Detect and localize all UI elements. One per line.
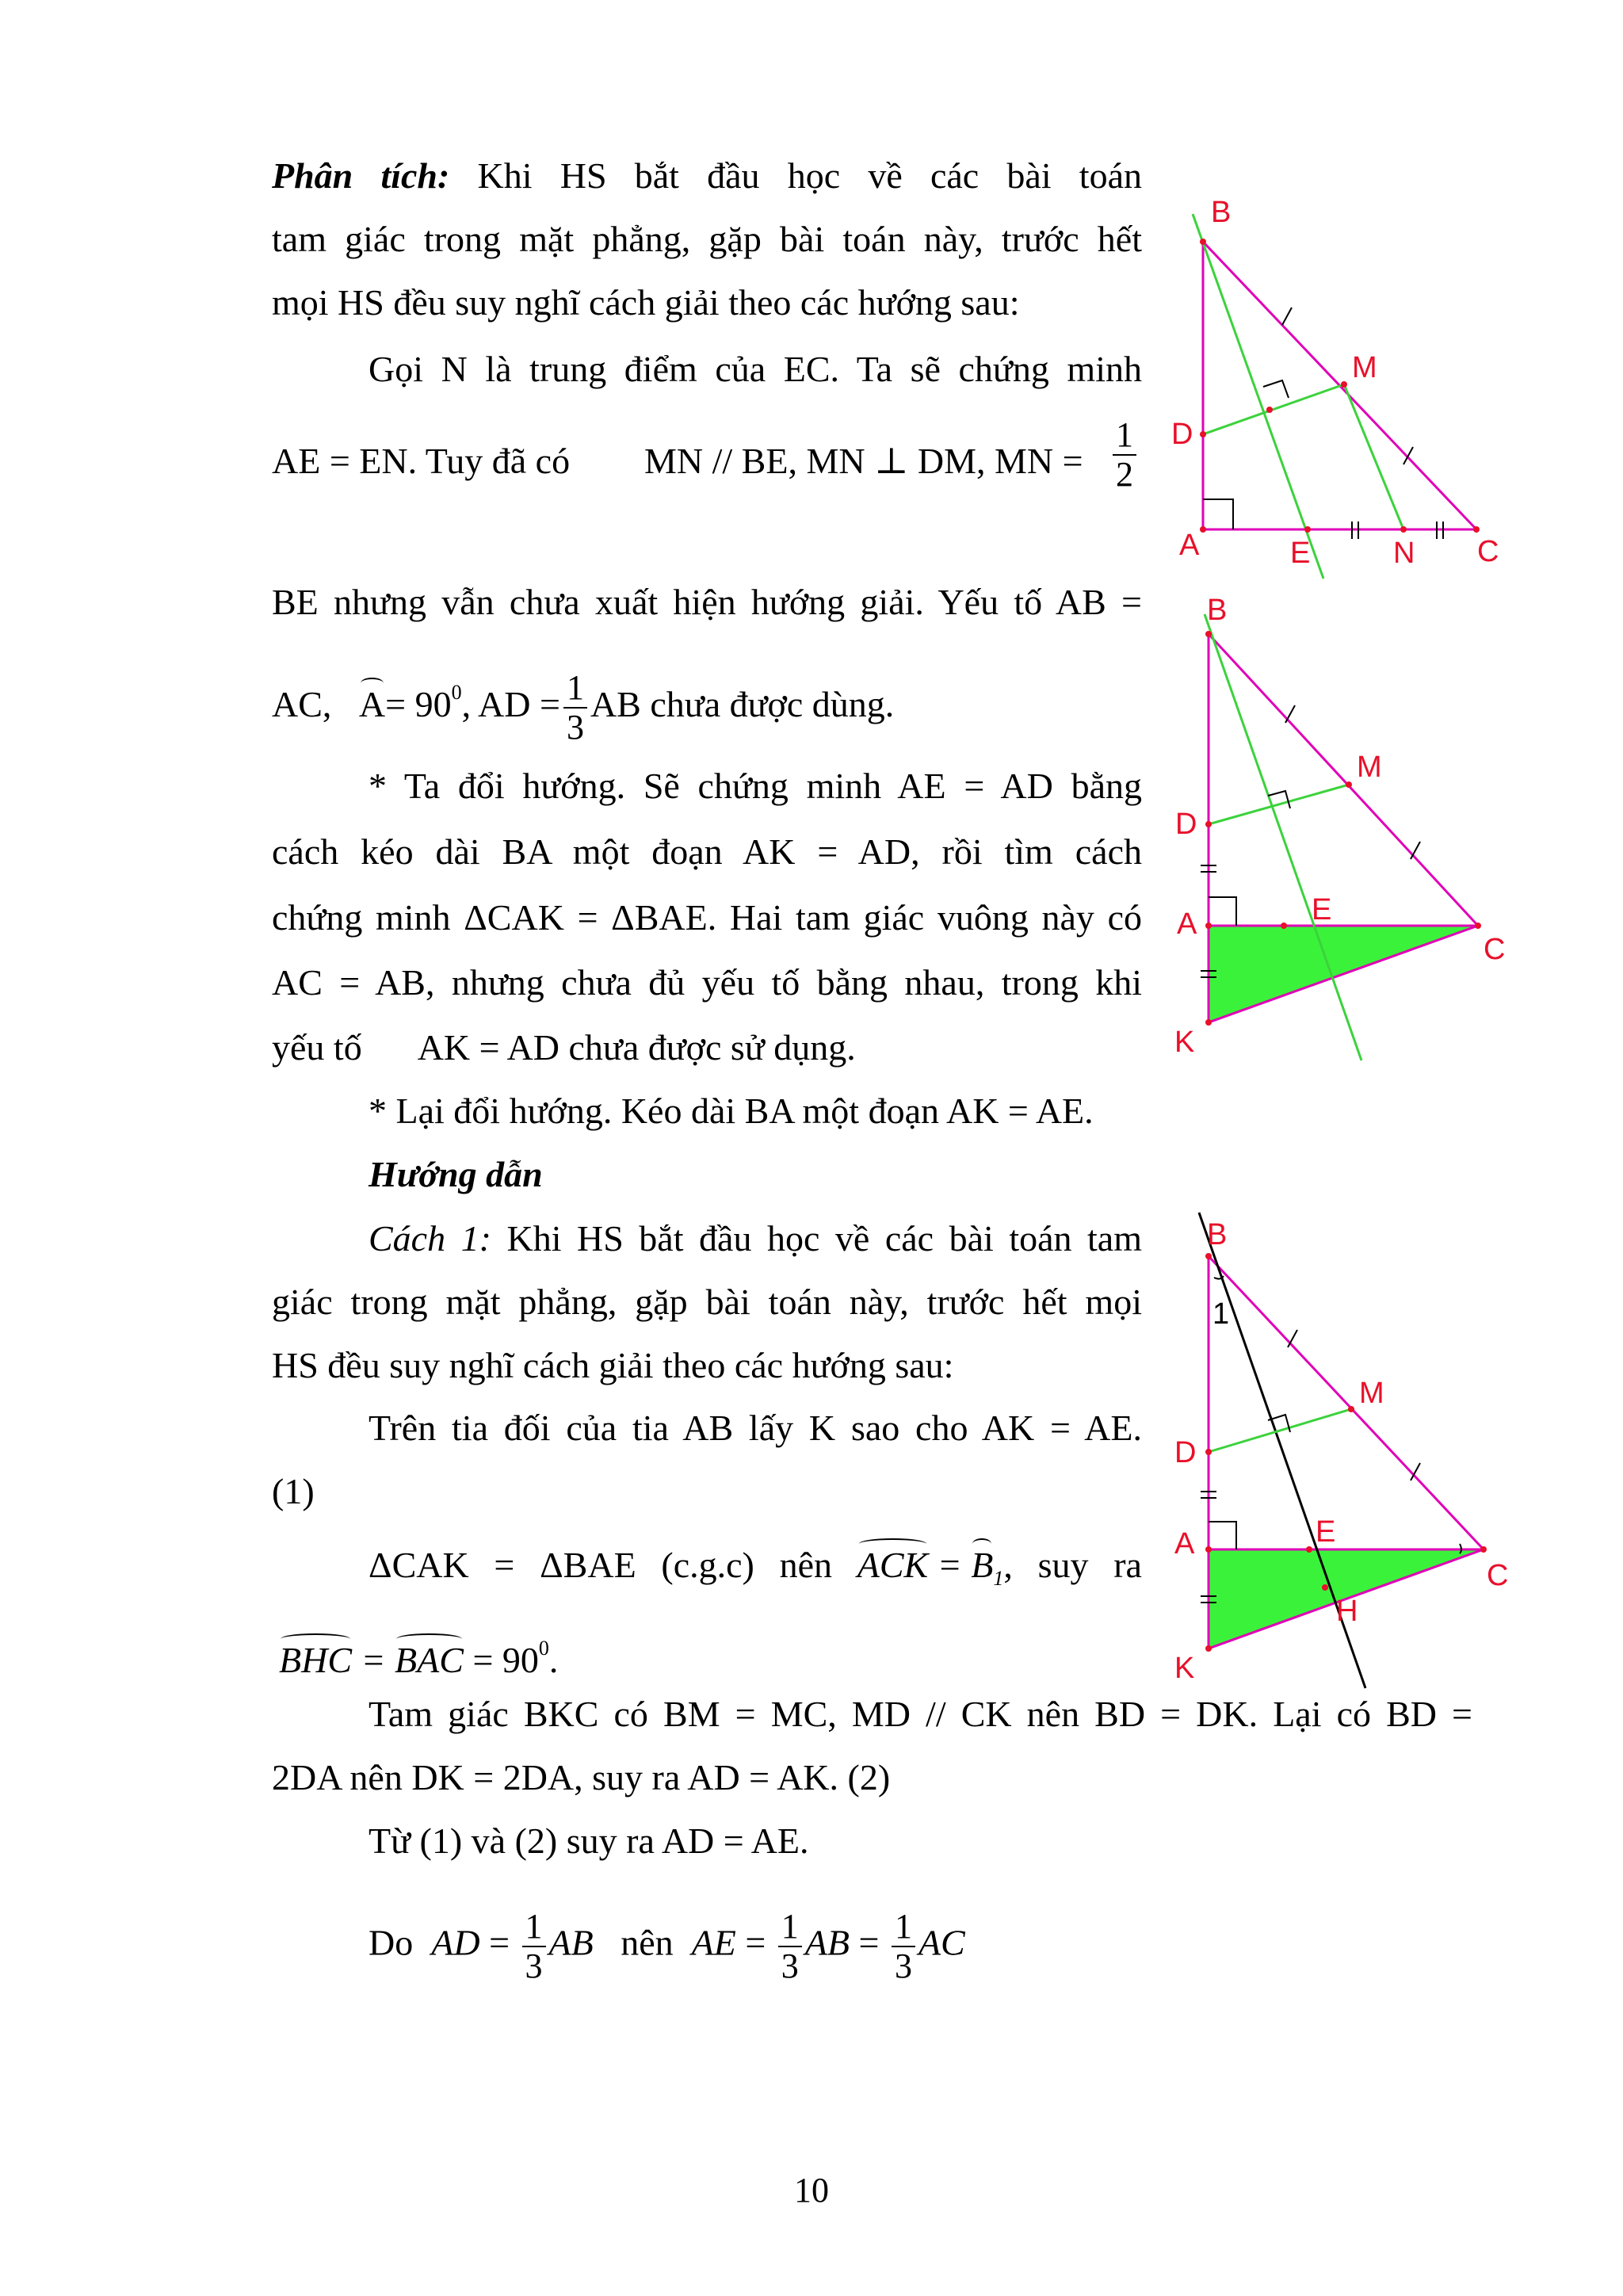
line-be: [1193, 214, 1323, 579]
text-nen: nên: [621, 1922, 674, 1963]
label-a: A: [1174, 1527, 1195, 1561]
label-b: B: [1207, 594, 1228, 627]
label-e: E: [1312, 893, 1332, 926]
heading-huong-dan: Hướng dẫn: [369, 1154, 543, 1194]
label-a: A: [1179, 529, 1200, 562]
segment-bc: [1209, 634, 1478, 926]
para-change1-line4: AC = AB, nhưng chưa đủ yếu tố bằng nhau, trong khi: [272, 962, 1142, 1003]
para-bkc-line2: 2DA nên DK = 2DA, suy ra AD = AK. (2): [272, 1757, 891, 1797]
para-be-line2: [272, 669, 894, 747]
para-method1-line2: giác trong mặt phẳng, gặp bài toán này, trước hết mọi: [272, 1282, 1142, 1322]
label-m: M: [1359, 1377, 1384, 1410]
label-e: E: [1290, 537, 1311, 570]
fraction-one-third: [522, 1908, 546, 1985]
analysis-text-1: Khi HS bắt đầu học về các bài toán: [477, 155, 1142, 196]
right-angle-marker: [1263, 380, 1289, 398]
label-d: D: [1175, 808, 1197, 841]
label-k: K: [1174, 1026, 1195, 1059]
text-ab-unused: AB chưa được dùng.: [590, 684, 895, 724]
fraction-denominator: 3: [781, 1946, 799, 1985]
text-ad: AD: [431, 1922, 480, 1963]
fraction-one-third: [778, 1908, 802, 1985]
text-suy: suy: [1037, 1545, 1089, 1585]
right-angle-a: [1209, 1522, 1236, 1549]
para-midpoint-line1: Gọi N là trung điểm của EC. Ta sẽ chứng minh: [369, 349, 1142, 389]
text-eq: =: [489, 1922, 510, 1963]
text-eq: =: [858, 1922, 880, 1963]
text-period: .: [548, 1640, 559, 1680]
analysis-label: Phân tích:: [272, 155, 450, 196]
figure-3-triangle-altitude: [1141, 1205, 1522, 1696]
label-n: N: [1393, 537, 1415, 570]
para-final: [369, 1908, 965, 1985]
segment-dm: [1209, 785, 1349, 824]
label-b: B: [1207, 1218, 1228, 1251]
para-ray-line1: Trên tia đối của tia AB lấy K sao cho AK = AE.: [369, 1408, 1142, 1448]
angle-bhc: BHC: [279, 1637, 352, 1684]
para-conclusion: Từ (1) và (2) suy ra AD = AE.: [369, 1820, 809, 1861]
segment-bc: [1209, 1256, 1484, 1549]
label-m: M: [1352, 351, 1377, 384]
fraction-denominator: 3: [894, 1946, 912, 1985]
angle-ack: ACK: [857, 1541, 928, 1589]
text-ak-ad: AK = AD chưa được sử dụng.: [417, 1027, 856, 1068]
text-nen: nên: [779, 1545, 833, 1585]
para-change1-line2: cách kéo dài BA một đoạn AK = AD, rồi tìm cách: [272, 831, 1142, 872]
fraction-numerator: 1: [563, 669, 587, 709]
angle-a: A: [359, 681, 385, 728]
fraction-one-third: [892, 1908, 915, 1985]
method1-label: Cách 1:: [369, 1218, 491, 1259]
text-do: Do: [369, 1922, 414, 1963]
text-ab: AB: [548, 1922, 594, 1963]
label-d: D: [1171, 418, 1193, 451]
text-ac: AC: [918, 1922, 965, 1963]
label-a: A: [1177, 907, 1197, 941]
text-ae: AE: [691, 1922, 736, 1963]
angle-b: B: [971, 1541, 993, 1589]
text-eq: =: [494, 1545, 515, 1585]
label-c: C: [1477, 535, 1499, 568]
subscript-one: 1: [993, 1567, 1004, 1590]
fraction-denominator: 3: [566, 708, 584, 747]
para-be-line1: BE nhưng vẫn chưa xuất hiện hướng giải. Yếu tố AB =: [272, 582, 1142, 622]
para-midpoint-line2b: [644, 437, 1083, 485]
para-change1-line5: [272, 1024, 856, 1072]
text-eq: =: [745, 1922, 766, 1963]
para-analysis-line3: mọi HS đều suy nghĩ cách giải theo các hướng sau:: [272, 282, 1020, 323]
para-analysis-line1: [272, 152, 1142, 200]
fraction-denominator: 3: [525, 1946, 543, 1985]
segment-mn: [1344, 384, 1403, 529]
text-eq: =: [937, 1545, 962, 1585]
degree-mark: 0: [538, 1637, 549, 1660]
text-cak: ΔCAK: [369, 1545, 469, 1585]
para-congruent: [369, 1541, 1142, 1603]
label-b: B: [1211, 196, 1232, 229]
para-midpoint-line2a: AE = EN. Tuy đã có: [272, 441, 571, 481]
text-comma: ,: [1003, 1545, 1013, 1585]
right-angle-a: [1203, 499, 1233, 529]
fraction-one-half: [1113, 416, 1136, 494]
text-cgc: (c.g.c): [661, 1545, 754, 1585]
label-m: M: [1357, 751, 1382, 784]
figure-2-triangle-extended: [1141, 586, 1522, 1062]
para-method1-line1: [369, 1215, 1142, 1263]
text-ab: AB: [804, 1922, 850, 1963]
para-right-angle: [279, 1625, 558, 1684]
text-eq: =: [361, 1640, 386, 1680]
label-c: C: [1487, 1559, 1509, 1592]
page-number: 10: [794, 2171, 829, 2210]
text-ra: ra: [1113, 1545, 1142, 1585]
label-e: E: [1316, 1515, 1336, 1549]
degree-mark: 0: [451, 681, 462, 704]
angle-bac: BAC: [395, 1637, 464, 1684]
text-yeu-to: yếu tố: [272, 1027, 362, 1068]
para-bkc-line1: Tam giác BKC có BM = MC, MD // CK nên BD = DK. Lại có BD =: [369, 1694, 1472, 1734]
right-angle-a: [1209, 897, 1236, 926]
fraction-one-third: [563, 669, 587, 747]
label-h: H: [1336, 1595, 1358, 1628]
midpoint-relations: MN // BE, MN ⊥ DM, MN =: [644, 441, 1083, 481]
tick-bm: [1282, 308, 1292, 325]
fraction-denominator: 2: [1116, 455, 1133, 494]
figure-1-triangle-midpoint: [1141, 190, 1522, 586]
eq-90: = 90: [385, 684, 452, 724]
text-eq-90: = 90: [472, 1640, 539, 1680]
para-method1-line3: HS đều suy nghĩ cách giải theo các hướng sau:: [272, 1345, 954, 1385]
fraction-numerator: 1: [778, 1908, 802, 1947]
para-change1-line3: chứng minh ΔCAK = ΔBAE. Hai tam giác vuông này có: [272, 897, 1142, 938]
para-ray-line2: (1): [272, 1471, 315, 1511]
label-d: D: [1174, 1436, 1197, 1469]
fraction-numerator: 1: [892, 1908, 915, 1947]
tick-bm: [1285, 705, 1295, 723]
text-bae: ΔBAE: [540, 1545, 636, 1585]
fraction-numerator: 1: [1113, 416, 1136, 456]
text-ad-eq: , AD =: [461, 684, 560, 724]
label-k: K: [1174, 1652, 1195, 1685]
para-change1-line1: * Ta đổi hướng. Sẽ chứng minh AE = AD bằng: [369, 766, 1142, 806]
fraction-numerator: 1: [522, 1908, 546, 1947]
label-c: C: [1484, 933, 1506, 966]
text-ac: AC,: [272, 684, 332, 724]
para-analysis-line2: tam giác trong mặt phẳng, gặp bài toán này, trước hết: [272, 219, 1142, 259]
label-angle-1: 1: [1212, 1297, 1230, 1331]
para-change2: * Lại đổi hướng. Kéo dài BA một đoạn AK = AE.: [369, 1091, 1094, 1131]
segment-dm: [1203, 384, 1344, 434]
method1-text-1: Khi HS bắt đầu học về các bài toán tam: [506, 1218, 1143, 1259]
angle-ack-eq-b1: [857, 1541, 1013, 1603]
